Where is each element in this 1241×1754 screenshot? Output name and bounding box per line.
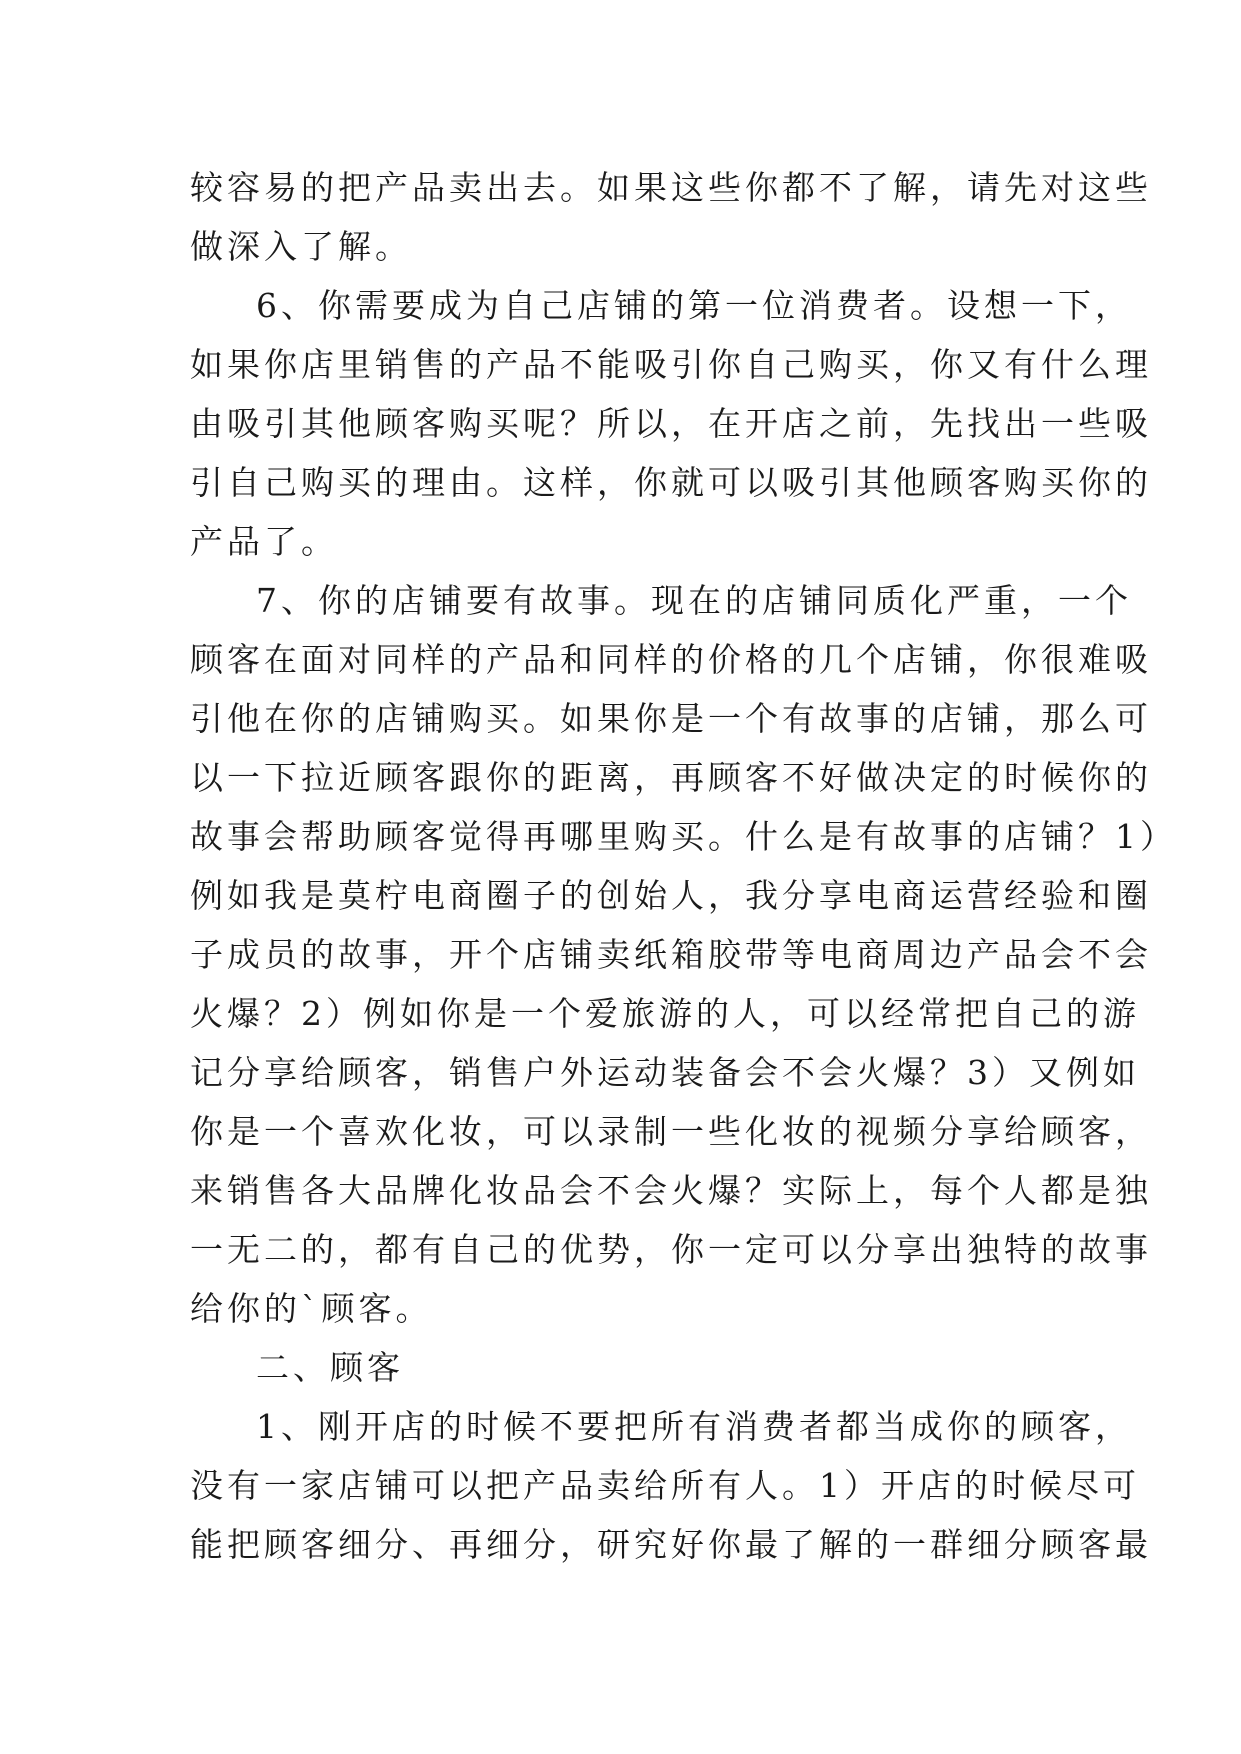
document-body [190,158,1177,1574]
text-line: 你是一个喜欢化妆，可以录制一些化妆的视频分享给顾客， [190,1112,1152,1151]
text-line: 引他在你的店铺购买。如果你是一个有故事的店铺，那么可 [190,699,1152,738]
text-line: 较容易的把产品卖出去。如果这些你都不了解，请先对这些 [190,168,1152,207]
text-line: 7、你的店铺要有故事。现在的店铺同质化严重，一个 [256,581,1132,620]
text-line: 1、刚开店的时候不要把所有消费者都当成你的顾客， [256,1407,1132,1446]
text-line: 子成员的故事，开个店铺卖纸箱胶带等电商周边产品会不会 [190,935,1152,974]
text-line: 例如我是莫柠电商圈子的创始人，我分享电商运营经验和圈 [190,876,1152,915]
text-line: 6、你需要成为自己店铺的第一位消费者。设想一下， [256,286,1132,325]
text-line: 顾客在面对同样的产品和同样的价格的几个店铺，你很难吸 [190,640,1152,679]
text-line: 引自己购买的理由。这样，你就可以吸引其他顾客购买你的 [190,463,1152,502]
text-line: 没有一家店铺可以把产品卖给所有人。1）开店的时候尽可 [190,1466,1140,1505]
text-line: 做深入了解。 [190,227,412,266]
text-line: 产品了。 [190,522,338,561]
text-line: 由吸引其他顾客购买呢？所以，在开店之前，先找出一些吸 [190,404,1152,443]
text-line: 记分享给顾客，销售户外运动装备会不会火爆？3）又例如 [190,1053,1140,1092]
text-line: 火爆？2）例如你是一个爱旅游的人，可以经常把自己的游 [190,994,1140,1033]
text-line: 来销售各大品牌化妆品会不会火爆？实际上，每个人都是独 [190,1171,1152,1210]
text-line: 以一下拉近顾客跟你的距离，再顾客不好做决定的时候你的 [190,758,1152,797]
text-line: 给你的`顾客。 [190,1289,433,1328]
text-line: 故事会帮助顾客觉得再哪里购买。什么是有故事的店铺？1） [190,817,1177,856]
text-line: 二、顾客 [256,1348,404,1387]
text-line: 一无二的，都有自己的优势，你一定可以分享出独特的故事 [190,1230,1152,1269]
text-line: 能把顾客细分、再细分，研究好你最了解的一群细分顾客最 [190,1525,1152,1564]
text-line: 如果你店里销售的产品不能吸引你自己购买，你又有什么理 [190,345,1152,384]
